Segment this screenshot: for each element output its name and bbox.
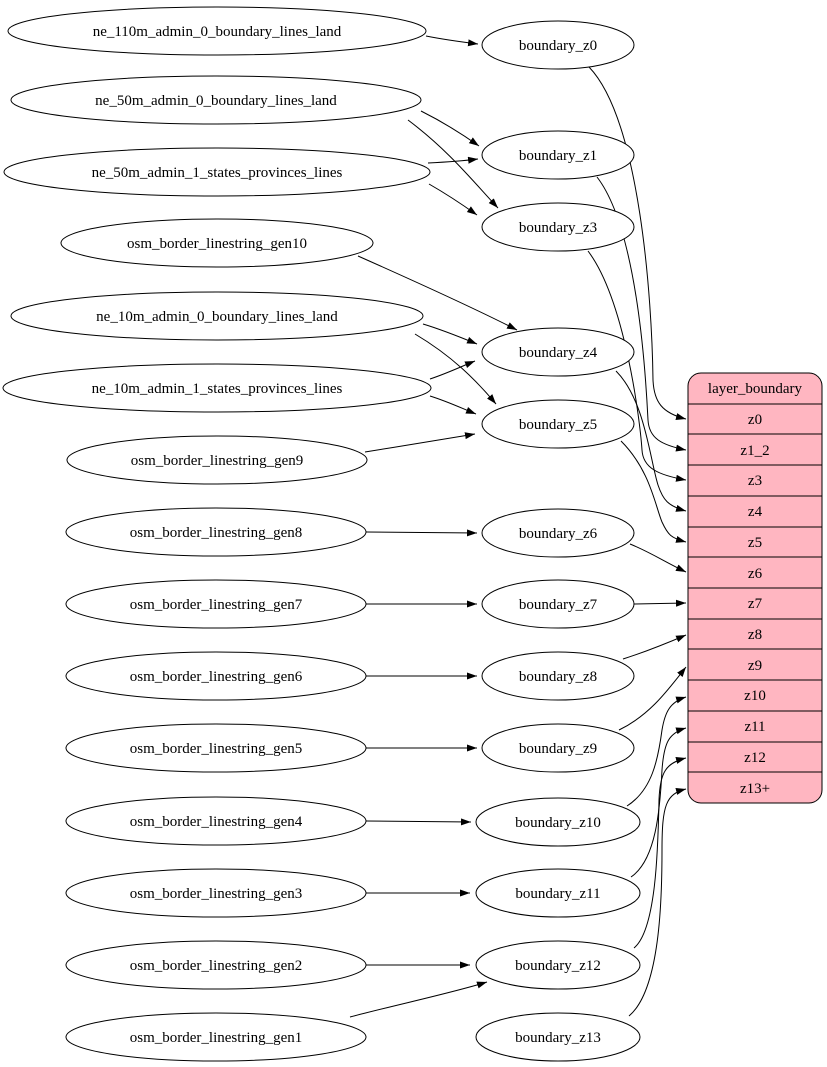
- node-ne-10m-admin-0-boundary-lines-land: [11, 292, 423, 340]
- edge-gen1-to-boundary-z12: [350, 982, 487, 1017]
- node-label: boundary_z3: [518, 220, 598, 236]
- node-label: ne_10m_admin_0_boundary_lines_land: [96, 309, 338, 325]
- node-label: boundary_z11: [515, 886, 601, 902]
- node-label: osm_border_linestring_gen3: [129, 886, 303, 902]
- node-label: osm_border_linestring_gen5: [129, 741, 303, 757]
- edge-boundary-z7-to-row-z7: [634, 603, 686, 604]
- table-row-z12: z12: [744, 750, 766, 766]
- node-ne-50m-admin-0-boundary-lines-land: [11, 76, 421, 124]
- node-osm-border-linestring-gen2: [66, 941, 366, 989]
- node-osm-border-linestring-gen5: [66, 724, 366, 772]
- node-osm-border-linestring-gen10: [61, 219, 373, 267]
- node-ne-10m-admin-1-states-provinces-lines: [3, 364, 431, 412]
- table-row-z5: z5: [747, 535, 763, 551]
- table-row-z4: z4: [747, 504, 763, 520]
- table-row-z7: z7: [747, 596, 763, 612]
- edge-ne110m0-to-boundary-z0: [426, 36, 478, 44]
- node-label: osm_border_linestring_gen6: [129, 669, 303, 685]
- node-osm-border-linestring-gen9: [67, 436, 367, 484]
- table-row-z8: z8: [747, 627, 763, 643]
- node-boundary-z10: [476, 798, 640, 846]
- node-label: ne_10m_admin_1_states_provinces_lines: [91, 381, 343, 397]
- node-boundary-z11: [476, 869, 640, 917]
- node-label: boundary_z5: [518, 417, 598, 433]
- edge-gen9-to-boundary-z5: [365, 434, 475, 452]
- node-label: ne_50m_admin_1_states_provinces_lines: [91, 165, 343, 181]
- node-label: ne_110m_admin_0_boundary_lines_land: [92, 24, 342, 40]
- node-boundary-z13: [476, 1013, 640, 1061]
- node-label: osm_border_linestring_gen9: [130, 453, 304, 469]
- node-ne-110m-admin-0-boundary-lines-land: [8, 7, 426, 55]
- node-label: osm_border_linestring_gen7: [129, 597, 303, 613]
- table-row-z1-2: z1_2: [740, 443, 770, 459]
- table-row-z11: z11: [744, 719, 766, 735]
- node-osm-border-linestring-gen8: [66, 508, 366, 556]
- node-boundary-z12: [476, 941, 640, 989]
- edge-ne10m1-to-boundary-z4: [430, 361, 475, 379]
- node-label: boundary_z13: [515, 1030, 601, 1046]
- node-label: osm_border_linestring_gen2: [129, 958, 303, 974]
- node-label: boundary_z4: [518, 345, 598, 361]
- edge-boundary-z10-to-row-z10: [627, 697, 686, 806]
- layer-boundary-table: [688, 373, 822, 803]
- node-label: boundary_z10: [515, 815, 601, 831]
- node-boundary-z8: [482, 652, 634, 700]
- node-label: osm_border_linestring_gen8: [129, 525, 303, 541]
- node-label: osm_border_linestring_gen4: [129, 814, 303, 830]
- node-label: osm_border_linestring_gen10: [127, 236, 307, 252]
- table-title: layer_boundary: [707, 381, 803, 397]
- node-label: boundary_z7: [518, 597, 598, 613]
- edge-boundary-z8-to-row-z8: [623, 635, 686, 659]
- node-osm-border-linestring-gen4: [66, 797, 366, 845]
- node-label: boundary_z0: [518, 38, 598, 54]
- edge-gen4-to-boundary-z10: [366, 821, 471, 822]
- edge-boundary-z6-to-row-z6: [630, 544, 686, 572]
- node-label: boundary_z9: [518, 741, 598, 757]
- node-label: boundary_z1: [518, 148, 598, 164]
- node-boundary-z5: [482, 400, 634, 448]
- table-row-z9: z9: [747, 658, 763, 674]
- edge-ne10m0-to-boundary-z4: [423, 324, 477, 344]
- table-row-z0: z0: [747, 412, 763, 428]
- table-row-z6: z6: [747, 566, 763, 582]
- table-row-z10: z10: [744, 688, 766, 704]
- node-boundary-z3: [482, 203, 634, 251]
- node-label: boundary_z12: [515, 958, 601, 974]
- node-osm-border-linestring-gen3: [66, 869, 366, 917]
- edge-ne50m1-to-boundary-z3: [429, 184, 477, 215]
- edge-ne10m1-to-boundary-z5: [430, 396, 476, 414]
- table-row-z13plus: z13+: [739, 781, 771, 797]
- table-row-z3: z3: [747, 473, 763, 489]
- node-label: ne_50m_admin_0_boundary_lines_land: [95, 93, 337, 109]
- node-osm-border-linestring-gen6: [66, 652, 366, 700]
- node-boundary-z0: [482, 21, 634, 69]
- node-label: boundary_z8: [518, 669, 598, 685]
- node-label: osm_border_linestring_gen1: [129, 1030, 303, 1046]
- node-boundary-z1: [482, 131, 634, 179]
- edge-gen8-to-boundary-z6: [366, 532, 477, 533]
- edge-ne50m0-to-boundary-z3: [408, 120, 498, 208]
- node-boundary-z6: [482, 509, 634, 557]
- node-boundary-z7: [482, 580, 634, 628]
- node-osm-border-linestring-gen1: [66, 1013, 366, 1061]
- node-osm-border-linestring-gen7: [66, 580, 366, 628]
- node-ne-50m-admin-1-states-provinces-lines: [4, 148, 430, 196]
- node-label: boundary_z6: [518, 526, 598, 542]
- edge-ne50m0-to-boundary-z1: [421, 111, 479, 146]
- node-boundary-z9: [482, 724, 634, 772]
- node-boundary-z4: [482, 328, 634, 376]
